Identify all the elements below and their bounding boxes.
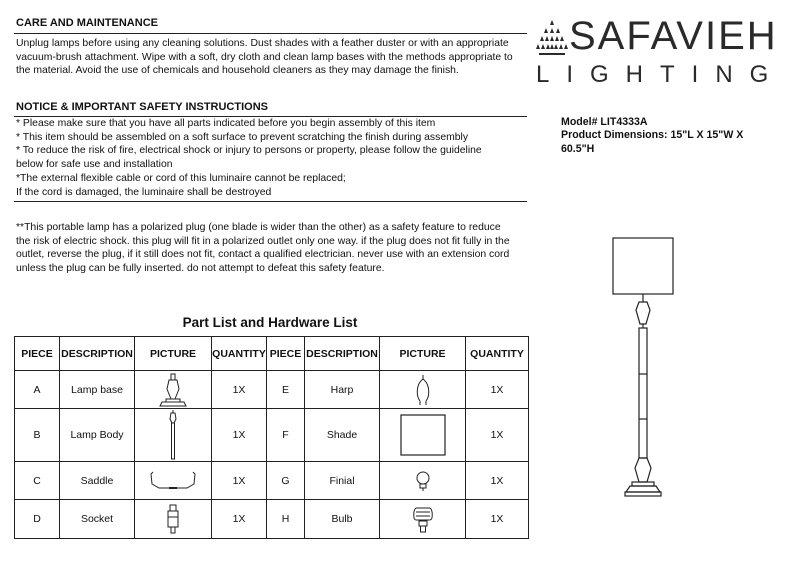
care-line: Unplug lamps before using any cleaning solutions. Dust shades with a feather duster or with an appropriate xyxy=(16,38,509,49)
piece-cell: G xyxy=(267,462,305,500)
safety-line: * To reduce the risk of fire, electrical shock or injury to persons or property, please follow the guideline xyxy=(16,145,482,157)
safety-text xyxy=(16,117,528,199)
care-text xyxy=(16,37,528,78)
piece-cell: D xyxy=(15,500,60,539)
socket-icon xyxy=(166,504,180,534)
plug-line: **This portable lamp has a polarized plug (one blade is wider than the other) as a safety feature to reduce xyxy=(16,222,501,233)
piece-cell: H xyxy=(267,500,305,539)
col-header-picture: PICTURE xyxy=(135,337,212,371)
lamp-body-icon xyxy=(166,410,180,460)
bulb-icon xyxy=(410,504,436,534)
quantity-cell: 1X xyxy=(212,371,267,409)
quantity-cell: 1X xyxy=(466,500,529,539)
table-row xyxy=(15,462,529,500)
picture-cell xyxy=(380,462,466,500)
piece-cell: F xyxy=(267,409,305,462)
parts-table-title: Part List and Hardware List xyxy=(182,315,358,330)
plug-line: outlet, reverse the plug, if it still does not fit, contact a qualified electrician. never use with an extension cord xyxy=(16,249,510,261)
description-cell: Shade xyxy=(305,409,380,462)
quantity-cell: 1X xyxy=(466,371,529,409)
description-cell: Lamp base xyxy=(60,371,135,409)
product-dimensions-cont: 60.5"H xyxy=(561,142,595,155)
care-divider xyxy=(14,33,527,34)
table-header-row xyxy=(15,337,529,371)
col-header-piece-2: PIECE xyxy=(267,337,305,371)
brand-name: SAFAVIEH xyxy=(569,14,778,58)
model-info xyxy=(561,116,791,156)
care-line: the material. Avoid the use of chemicals and household cleaners as they may damage the finish. xyxy=(16,65,459,77)
picture-cell xyxy=(135,409,212,462)
plug-line: unless the plug can be fully inserted. do not attempt to defeat this safety feature. xyxy=(16,263,385,275)
description-cell: Socket xyxy=(60,500,135,539)
table-row xyxy=(15,371,529,409)
finial-icon xyxy=(414,470,432,492)
piece-cell: E xyxy=(267,371,305,409)
safety-line: below for safe use and installation xyxy=(16,159,173,171)
description-cell: Lamp Body xyxy=(60,409,135,462)
col-header-description-2: DESCRIPTION xyxy=(305,337,380,371)
description-cell: Saddle xyxy=(60,462,135,500)
col-header-quantity: QUANTITY xyxy=(212,337,267,371)
table-row xyxy=(15,409,529,462)
harp-icon xyxy=(413,374,433,406)
quantity-cell: 1X xyxy=(466,462,529,500)
col-header-description: DESCRIPTION xyxy=(60,337,135,371)
care-title: CARE AND MAINTENANCE xyxy=(16,17,158,29)
parts-table xyxy=(14,336,529,539)
piece-cell: A xyxy=(15,371,60,409)
col-header-piece: PIECE xyxy=(15,337,60,371)
quantity-cell: 1X xyxy=(212,409,267,462)
picture-cell xyxy=(380,409,466,462)
chandelier-logo-icon xyxy=(535,20,569,62)
care-line: vacuum-brush attachment. Wipe with a soft, dry cloth and clean lamp bases with the methods appropriate to xyxy=(16,51,513,63)
brand-logo xyxy=(535,14,795,89)
plug-notice xyxy=(16,221,528,276)
quantity-cell: 1X xyxy=(466,409,529,462)
picture-cell xyxy=(135,371,212,409)
brand-subtitle: LIGHTING xyxy=(536,61,786,88)
safety-title: NOTICE & IMPORTANT SAFETY INSTRUCTIONS xyxy=(16,101,268,113)
description-cell: Harp xyxy=(305,371,380,409)
picture-cell xyxy=(380,371,466,409)
col-header-picture-2: PICTURE xyxy=(380,337,466,371)
safety-line: *The external flexible cable or cord of this luminaire cannot be replaced; xyxy=(16,172,346,184)
plug-line: the risk of electric shock. this plug will fit in a polarized outlet only one way. if the plug does not fit fully in the xyxy=(16,235,510,247)
floor-lamp-illustration xyxy=(598,234,688,502)
safety-bottom-divider xyxy=(14,201,527,202)
safety-line: * Please make sure that you have all parts indicated before you begin assembly of this item xyxy=(16,118,436,129)
description-cell: Bulb xyxy=(305,500,380,539)
shade-icon xyxy=(400,414,446,456)
product-dimensions: Product Dimensions: 15"L X 15"W X xyxy=(561,129,744,142)
quantity-cell: 1X xyxy=(212,462,267,500)
safety-line: * This item should be assembled on a soft surface to prevent scratching the finish during assembly xyxy=(16,131,469,143)
saddle-icon xyxy=(149,470,197,492)
quantity-cell: 1X xyxy=(212,500,267,539)
table-row xyxy=(15,500,529,539)
safety-line: If the cord is damaged, the luminaire shall be destroyed xyxy=(16,186,272,198)
picture-cell xyxy=(135,462,212,500)
description-cell: Finial xyxy=(305,462,380,500)
lamp-base-icon xyxy=(158,373,188,407)
picture-cell xyxy=(380,500,466,539)
piece-cell: B xyxy=(15,409,60,462)
picture-cell xyxy=(135,500,212,539)
model-number: Model# LIT4333A xyxy=(561,116,648,128)
piece-cell: C xyxy=(15,462,60,500)
col-header-quantity-2: QUANTITY xyxy=(466,337,529,371)
